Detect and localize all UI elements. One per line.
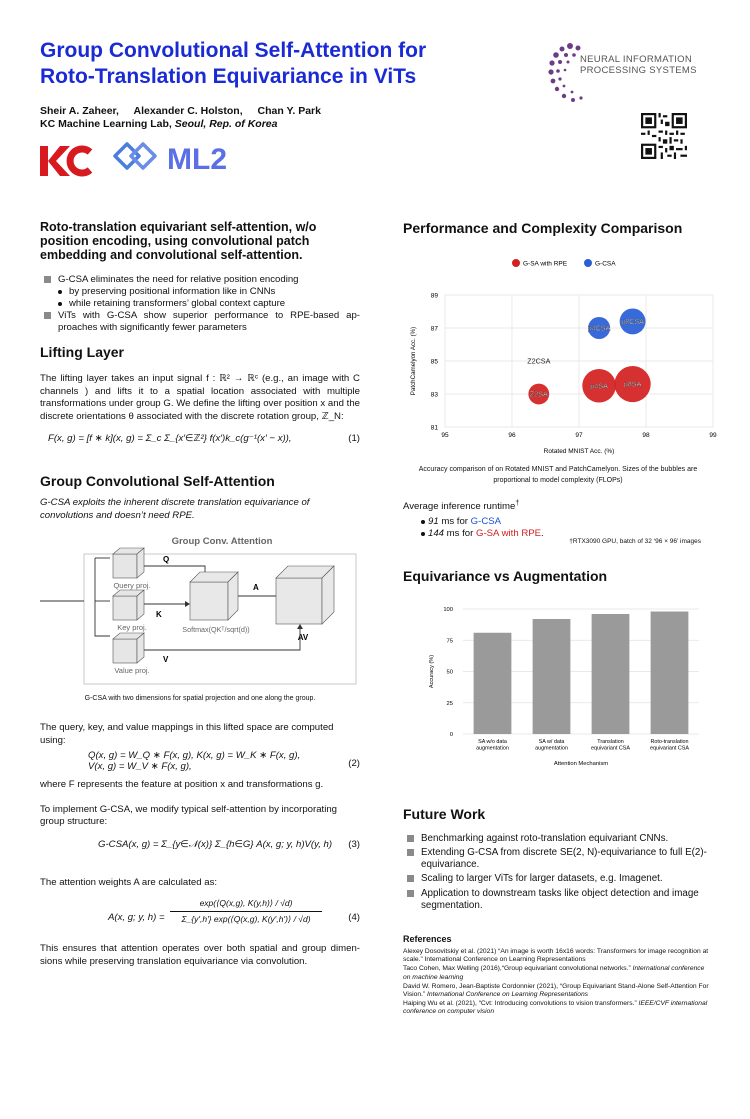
equation-1	[40, 433, 360, 451]
ml2-logo-text: ML2	[167, 143, 227, 176]
value-proj-label: Value proj.	[114, 666, 150, 675]
y-tick-label: 50	[446, 669, 453, 676]
future-item-4: Application to downstream tasks like object detection and image segmentation.	[403, 888, 713, 912]
y-tick-label: 81	[430, 424, 438, 432]
runtime-footnote: †RTX3090 GPU, batch of 32 ‘96 × 96’ images	[569, 537, 701, 545]
runtime-gcsa-unit: ms for	[438, 515, 471, 527]
equation-2-line-1: Q(x, g) = W_Q ∗ F(x, g), K(x, g) = W_K ∗ F(x, g),	[88, 750, 301, 761]
y-tick-label: 0	[449, 731, 453, 738]
runtime-dagger: †	[515, 500, 520, 507]
bubble-chart-caption: Accuracy comparison of on Rotated MNIST and PatchCamelyon. Sizes of the bubbles are proportional to model complexity (FLOPs)	[418, 466, 698, 484]
x-tick-label: 95	[441, 432, 449, 439]
x-tick-label: Translation	[597, 738, 624, 745]
closing-paragraph: This ensures that attention operates over both spatial and group dimen-sions while preserving translation equivariance via convolution.	[40, 943, 360, 967]
x-tick-label: SA w/o data	[478, 738, 507, 745]
bar-2	[592, 614, 630, 734]
legend-label-1: G-CSA	[595, 260, 616, 268]
bubble-label-p4csa: p4CSA	[587, 323, 611, 333]
affiliation-place: Seoul, Rep. of Korea	[174, 118, 278, 130]
bar-1	[533, 619, 571, 734]
qr-code[interactable]	[641, 113, 687, 159]
future-list	[403, 833, 713, 912]
author-2: Alexander C. Holston,	[133, 105, 243, 117]
x-tick-label: SA w/ data	[538, 738, 565, 745]
equation-4-fraction	[170, 898, 322, 925]
query-proj-cube	[113, 548, 144, 578]
x-tick-label: 99	[709, 432, 717, 439]
equation-2	[40, 750, 360, 778]
runtime-gcsa-model: G-CSA	[470, 515, 502, 527]
y-tick-label: 83	[430, 391, 438, 399]
runtime-heading	[403, 498, 713, 514]
query-proj-label: Query proj.	[113, 581, 151, 590]
y-axis-label: Accuracy (%)	[429, 654, 435, 688]
intro-bullet-2: ViTs with G-CSA show superior performance to RPE-based ap-proaches with significantly fewer parameters	[40, 310, 360, 334]
runtime-end: .	[541, 527, 544, 539]
legend-marker-0	[512, 259, 520, 267]
k-label: K	[156, 610, 162, 619]
equation-4	[40, 897, 360, 941]
value-branch-line	[95, 558, 110, 636]
gcsa-diagram	[40, 528, 360, 708]
diagram-title: Group Conv. Attention	[171, 536, 273, 547]
author-list	[40, 104, 333, 118]
equation-1-number: (1)	[348, 433, 360, 444]
bubble-chart	[403, 255, 717, 455]
title-line-1: Group Convolutional Self-Attention for	[40, 39, 427, 62]
attention-cube	[190, 572, 238, 620]
x-tick-label: Roto-translation	[650, 738, 689, 745]
ml2-logo	[115, 140, 245, 176]
x-tick-label: equivariant CSA	[650, 745, 689, 752]
implement-paragraph: To implement G-CSA, we modify typical self-attention by incorporating group structure:	[40, 803, 337, 827]
reference-3: David W. Romero, Jean-Baptiste Cordonnier (2021), “Group Equivariant Stand-Alone Self-Attention For Vision.” International Conference on Learning Representations	[403, 982, 709, 998]
runtime-list	[403, 516, 713, 540]
x-tick-label: equivariant CSA	[591, 745, 630, 752]
performance-title: Performance and Complexity Comparison	[403, 220, 683, 236]
bubble-label-p4sa: p4SA	[590, 381, 608, 391]
poster-title	[40, 38, 520, 90]
a-label: A	[253, 583, 259, 592]
equation-3	[40, 839, 360, 865]
intro-bullet-1a: by preserving positional information like in CNNs	[40, 286, 360, 298]
bar-3	[651, 611, 689, 734]
value-proj-cube	[113, 633, 144, 663]
qkv-paragraph: The query, key, and value mappings in this lifted space are computed using:	[40, 722, 334, 746]
author-1: Sheir A. Zaheer,	[40, 105, 119, 117]
y-tick-label: 75	[446, 637, 453, 644]
equivariance-title: Equivariance vs Augmentation	[403, 567, 608, 584]
future-item-1: Benchmarking against roto-translation equivariant CNNs.	[403, 833, 713, 845]
y-tick-label: 25	[446, 700, 453, 707]
reference-2: Taco Cohen, Max Welling (2016),“Group equivariant convolutional networks.” International conference on machine learning	[403, 965, 705, 981]
gcsa-title: Group Convolutional Self-Attention	[40, 473, 275, 489]
runtime-item-gcsa	[403, 516, 713, 528]
x-tick-label: 97	[575, 432, 583, 439]
v-label: V	[163, 655, 169, 664]
intro-bullet-1b: while retaining transformers’ global context capture	[40, 298, 360, 310]
diagram-caption: G-CSA with two dimensions for spatial projection and one along the group.	[84, 695, 316, 702]
y-tick-label: 100	[443, 606, 453, 613]
equation-2-line-2: V(x, g) = W_V ∗ F(x, g),	[88, 761, 192, 772]
lifting-paragraph: The lifting layer takes an input signal f : ℝ² → ℝᶜ (e.g., an image with C channels ) and lifts it to a spatial location associated with multiple transformations under group G. We define the lifting over position x and the discrete orientations θ associated with the discrete rotation group, ℤ_N:	[40, 373, 360, 422]
x-tick-label: 96	[508, 432, 516, 439]
equation-4-number: (4)	[348, 912, 360, 923]
neurips-line-2: PROCESSING SYSTEMS	[580, 65, 697, 76]
intro-bullet-1: G-CSA eliminates the need for relative position encoding	[40, 274, 360, 286]
intro-bullets	[40, 274, 360, 334]
gcsa-subtitle: G-CSA exploits the inherent discrete translation equivariance of convolutions and doesn’t need RPE.	[40, 497, 310, 521]
softmax-label: Softmax(QKᵀ/sqrt(d))	[182, 625, 250, 634]
x-tick-label: 98	[642, 432, 650, 439]
runtime-label: Average inference runtime	[403, 501, 516, 513]
lifting-title: Lifting Layer	[40, 344, 125, 360]
future-title: Future Work	[403, 805, 486, 822]
future-item-2: Extending G-CSA from discrete SE(2, N)-equivariance to full E(2)-equivariance.	[403, 847, 713, 871]
references-list	[403, 948, 713, 1017]
neurips-wordmark	[580, 54, 697, 76]
equation-2-number: (2)	[348, 758, 360, 769]
equation-3-number: (3)	[348, 838, 360, 850]
x-tick-label: augmentation	[535, 745, 568, 752]
feature-note: where F represents the feature at position x and transformations g.	[40, 779, 324, 790]
runtime-gsa-value: 144	[428, 527, 445, 539]
output-av-cube	[276, 566, 334, 624]
references-title: References	[403, 933, 452, 944]
key-proj-cube	[113, 590, 144, 620]
key-proj-label: Key proj.	[117, 623, 147, 632]
left-column	[40, 220, 360, 968]
title-line-2: Roto-Translation Equivariance in ViTs	[40, 65, 417, 88]
runtime-item-gsa	[403, 528, 713, 540]
bubble-label-z2csa: Z2CSA	[527, 356, 551, 366]
bubble-label-z2sa: Z2SA	[529, 389, 548, 399]
runtime-gsa-model: G-SA with RPE	[476, 527, 542, 539]
av-label: AV	[297, 633, 309, 642]
affiliation	[40, 118, 277, 130]
bar-chart	[403, 599, 713, 784]
runtime-gsa-unit: ms for	[444, 527, 476, 539]
equation-3-body: G-CSA(x, g) = Σ_{y∈𝒩(x)} Σ_{h∈G} A(x, g; y, h)V(y, h)	[98, 838, 333, 850]
y-axis-label: PatchCamelyon Acc. (%)	[410, 326, 417, 396]
kc-logo	[40, 144, 94, 178]
equation-4-denominator: Σ_{y′,h′} exp(⟨Q(x,g), K(y′,h′)⟩ / √d)	[181, 914, 311, 924]
equation-4-numerator: exp(⟨Q(x,g), K(y,h)⟩ / √d)	[170, 898, 322, 912]
future-item-3: Scaling to larger ViTs for larger datasets, e.g. Imagenet.	[403, 873, 713, 885]
legend-marker-1	[584, 259, 592, 267]
reference-4: Haiping Wu et al. (2021), “Cvt: Introducing convolutions to vision transformers.” IEEE/CVF international conference on computer vision	[403, 1000, 708, 1016]
intro-heading: Roto-translation equivariant self-attention, w/o position encoding, using convolutional patch embedding and convolutional self-attention.	[40, 220, 317, 262]
bubble-label-p8csa: p8CSA	[621, 316, 644, 326]
y-tick-label: 85	[430, 358, 438, 366]
q-label: Q	[163, 555, 170, 564]
x-axis-label: Rotated MNIST Acc. (%)	[543, 448, 615, 455]
affiliation-lab: KC Machine Learning Lab,	[40, 118, 172, 130]
neurips-line-1: NEURAL INFORMATION	[580, 54, 693, 65]
x-axis-label: Attention Mechanism	[553, 760, 609, 767]
equation-4-lhs: A(x, g; y, h) =	[108, 912, 165, 923]
bubble-label-p8sa: p8SA	[623, 379, 642, 389]
equation-1-body: F(x, g) = [f ∗ k](x, g) = Σ_c Σ_{x′∈ℤ²} f(x′)k_c(g⁻¹(x′ − x)),	[48, 433, 292, 444]
y-tick-label: 89	[430, 292, 438, 300]
legend-label-0: G-SA with RPE	[523, 260, 568, 268]
runtime-gcsa-value: 91	[428, 515, 439, 527]
attention-weights-paragraph: The attention weights A are calculated as:	[40, 876, 218, 888]
y-tick-label: 87	[430, 325, 438, 333]
x-tick-label: augmentation	[476, 745, 509, 752]
q-line	[144, 566, 205, 574]
right-column	[403, 220, 717, 1018]
bar-0	[474, 632, 512, 733]
author-3: Chan Y. Park	[257, 105, 321, 117]
reference-1: Alexey Dosovitskiy et al. (2021) “An image is worth 16x16 words: Transformers for image recognition at scale.” International Conference on Learning Representations	[403, 947, 709, 964]
